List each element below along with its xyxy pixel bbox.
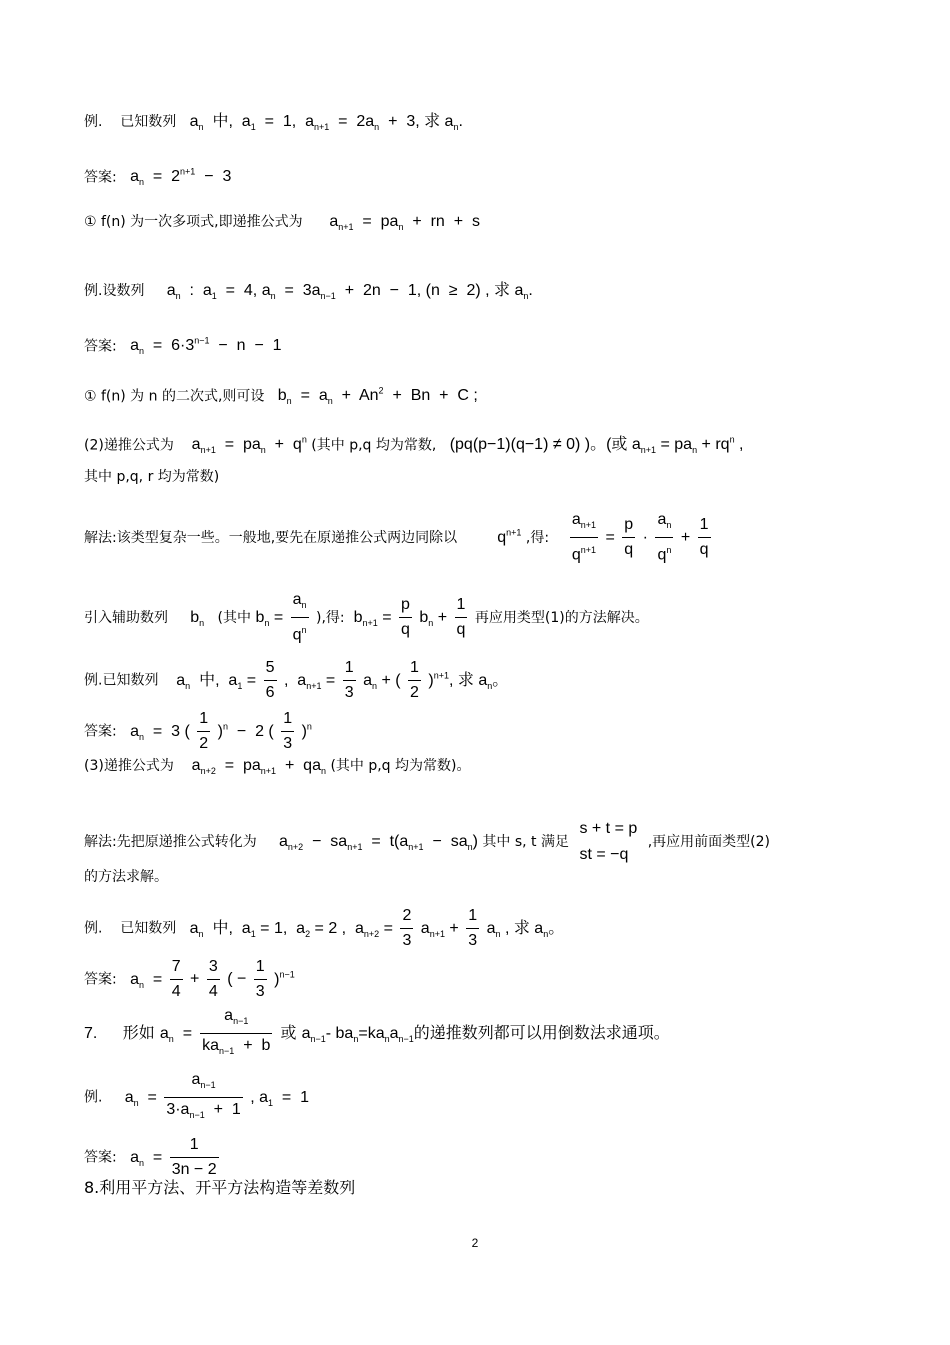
answer-formula: $a_n = 2^{n+1} - 3$ xyxy=(130,167,232,188)
case-linear xyxy=(84,212,480,237)
solution-text: 解法:该类型复杂一些。一般地,要先在原递推公式两边同除以 xyxy=(84,529,458,546)
answer-3: 答案: $a_n = 3$ ( $\frac{1}{2}$ )$^n$ − 2 ( $\frac{1}{3}$ )$^n$ xyxy=(84,707,312,756)
example-text: 已知数列 xyxy=(120,920,177,937)
aux-bn: $b_n$ xyxy=(190,608,205,628)
answer-label: 答案: xyxy=(84,338,117,355)
item-number: 7. xyxy=(84,1025,98,1043)
case-3 xyxy=(84,756,471,781)
item-formula: $a_n$ = xyxy=(159,1025,193,1045)
example-text: 已知数列 xyxy=(120,114,177,130)
fraction: $\frac{1}{3}$ xyxy=(281,707,294,756)
aux-text: 引入辅助数列 xyxy=(84,609,168,626)
fraction: $\frac{1}{3}$ xyxy=(254,955,267,1004)
example-formula: $a_n$ 中, $a_1 = 1$, $a_2 = 2$ , $a_{n+2}$ = xyxy=(189,919,393,939)
answer-5 xyxy=(84,1133,222,1182)
case-note: (其中 p,q 均为常数)。 xyxy=(330,758,471,774)
item-7 xyxy=(84,1004,670,1063)
case-condition: (pq(p−1)(q−1) ≠ 0) )。(或 $a_{n+1} = pa_n + rq^n$ , xyxy=(449,435,744,456)
fraction: $\frac{p}{q}$ xyxy=(399,593,412,642)
fraction: $\frac{a_n}{q^n}$ xyxy=(291,588,309,648)
answer-4: 答案: $a_n$ = $\frac{7}{4}$ + $\frac{3}{4}$ ( − $\frac{1}{3}$ )$^{n-1}$ xyxy=(84,955,295,1004)
fraction: $\frac{1}{3}$ xyxy=(343,656,356,705)
solution-get: ,得: xyxy=(525,529,550,546)
fraction: $\frac{3}{4}$ xyxy=(207,955,220,1004)
example-formula: $a_n$ = xyxy=(124,1088,157,1108)
solution-tail: ,再应用前面类型(2) xyxy=(647,834,770,850)
example-label: 例.设数列 xyxy=(84,283,145,299)
answer-label: 答案: xyxy=(84,1149,117,1166)
equation-system: s + t = p st = −q xyxy=(579,820,638,863)
case-2-line2: 其中 p,q, r 均为常数) xyxy=(84,469,220,485)
case-note: (其中 p,q 均为常数, xyxy=(311,437,437,454)
fraction: $\frac{2}{3}$ xyxy=(400,904,413,953)
example-formula: $a_n$ 中, $a_1$ = xyxy=(176,671,257,691)
divisor: $q^{n+1}$ xyxy=(497,527,522,546)
fraction: $\frac{1}{q}$ xyxy=(698,513,711,562)
case-formula: $b_n = a_n + An^2 + Bn + C$ ; xyxy=(277,386,478,407)
fraction: $\frac{1}{2}$ xyxy=(197,707,210,756)
case-formula: $a_{n+1} = pa_n + q^n$ xyxy=(191,435,307,456)
example-4: 例. 已知数列 $a_n$ 中, $a_1 = 1$, $a_2 = 2$ , $a_{n+2}$ = $\frac{2}{3}$ $a_{n+1}$ + $\frac{1}{3}$ $a_n$ , 求 $a_n$。 xyxy=(84,904,564,953)
example-3: 例.已知数列 $a_n$ 中, $a_1$ = $\frac{5}{6}$ , $a_{n+1}$ = $\frac{1}{3}$ $a_n$ + ( $\frac{1}{2}$ )$^{n+1}$, 求 $a_n$。 xyxy=(84,656,508,705)
aux-get: ),得: xyxy=(316,609,345,626)
example-1 xyxy=(84,112,463,137)
example-label: 例. xyxy=(84,114,103,130)
item-formula: $a_{n-1}-$ $ba_n=ka_na_{n-1}$ xyxy=(301,1025,414,1045)
item-8: 8.利用平方法、开平方法构造等差数列 xyxy=(84,1178,356,1197)
aux-def: $b_n$ = xyxy=(255,608,284,628)
example-formula: $a_n$ 中, $a_1 = 1$, $a_{n+1} = 2a_n + 3$, 求 $a_n$. xyxy=(189,113,463,133)
aux-where: (其中 xyxy=(217,609,252,626)
answer-label: 答案: xyxy=(84,723,117,740)
answer-formula: $a_n = 3$ ( xyxy=(130,722,190,742)
case-formula: $a_{n+2} = pa_{n+1} + qa_n$ xyxy=(191,757,326,777)
fraction: $\frac{1}{q}$ xyxy=(455,593,468,642)
fraction: $\frac{p}{q}$ xyxy=(622,513,635,562)
example-5: 例. $a_n$ = $\frac{a_{n-1}}{3\cdot a_{n-1} + 1}$ , $a_1 = 1$ xyxy=(84,1068,309,1127)
solution-text: 解法:先把原递推公式转化为 xyxy=(84,834,257,850)
page-number: 2 xyxy=(471,1236,479,1250)
fraction: $\frac{1}{3}$ xyxy=(466,904,479,953)
aux-formula: $b_{n+1}$ = xyxy=(353,608,392,628)
answer-label: 答案: xyxy=(84,971,117,988)
item-text: 或 xyxy=(280,1023,297,1043)
case-intro: (3)递推公式为 xyxy=(84,758,174,774)
item-text: 的递推数列都可以用倒数法求通项。 xyxy=(413,1023,670,1043)
case-text: ① f(n) 为一次多项式,即递推公式为 xyxy=(84,214,303,230)
case-quadratic xyxy=(84,381,478,412)
solution-3-line2: 的方法求解。 xyxy=(84,869,168,885)
auxiliary-sequence: 引入辅助数列 $b_n$ (其中 $b_n$ = $\frac{a_n}{q^n}$ ),得: $b_{n+1}$ = $\frac{p}{q}$ $b_n$ + $\frac{1}{q}$ 再应用类型(1)的方法解决。 xyxy=(84,588,649,648)
case-formula: $a_{n+1} = pa_n$ + rn + s xyxy=(329,213,480,233)
solution-3 xyxy=(84,816,770,868)
fraction: $\frac{7}{4}$ xyxy=(170,955,183,1004)
fraction: $\frac{a_n}{q^n}$ xyxy=(655,508,673,568)
fraction: $\frac{1}{3n - 2}$ xyxy=(170,1133,219,1182)
case-text: ① f(n) 为 n 的二次式,则可设 xyxy=(84,388,265,405)
case-intro: (2)递推公式为 xyxy=(84,437,174,454)
aux-tail: 再应用类型(1)的方法解决。 xyxy=(474,609,649,626)
answer-label: 答案: xyxy=(84,169,117,186)
solution-2: 解法:该类型复杂一些。一般地,要先在原递推公式两边同除以 $q^{n+1}$ ,得: $\frac{a_{n+1}}{q^{n+1}}$ = $\frac{p}{q}$ · $\frac{a_n}{q^n}$ + $\frac{1}{q}$ xyxy=(84,508,714,568)
fraction: $\frac{a_{n-1}}{3\cdot a_{n-1} + 1}$ xyxy=(164,1068,242,1127)
fraction: $\frac{5}{6}$ xyxy=(264,656,277,705)
example-label: 例. xyxy=(84,920,103,937)
item-text: 形如 xyxy=(122,1023,155,1043)
fraction: $\frac{a_{n-1}}{ka_{n-1} + b}$ xyxy=(200,1004,272,1063)
example-label: 例.已知数列 xyxy=(84,672,159,689)
example-formula: $a_n$ : $a_1 = 4$, $a_n = 3a_{n-1} + 2n - 1$, (n ≥ 2) , 求 $a_n$. xyxy=(166,282,533,302)
solution-formula: $a_{n+2} - sa_{n+1} = t(a_{n+1} - sa_n)$ xyxy=(278,833,478,853)
answer-1 xyxy=(84,162,231,193)
answer-formula: $a_n$ = xyxy=(130,1148,163,1168)
answer-2 xyxy=(84,331,282,362)
fraction: $\frac{1}{2}$ xyxy=(408,656,421,705)
answer-formula: $a_n = 6\cdot 3^{n-1} - n - 1$ xyxy=(130,336,282,357)
case-2 xyxy=(84,430,743,461)
example-2 xyxy=(84,281,533,306)
solution-mid: 其中 s, t 满足 xyxy=(482,834,569,850)
example-label: 例. xyxy=(84,1089,103,1106)
fraction: $\frac{a_{n+1}}{q^{n+1}}$ xyxy=(570,508,598,568)
answer-formula: $a_n$ = xyxy=(130,970,163,990)
